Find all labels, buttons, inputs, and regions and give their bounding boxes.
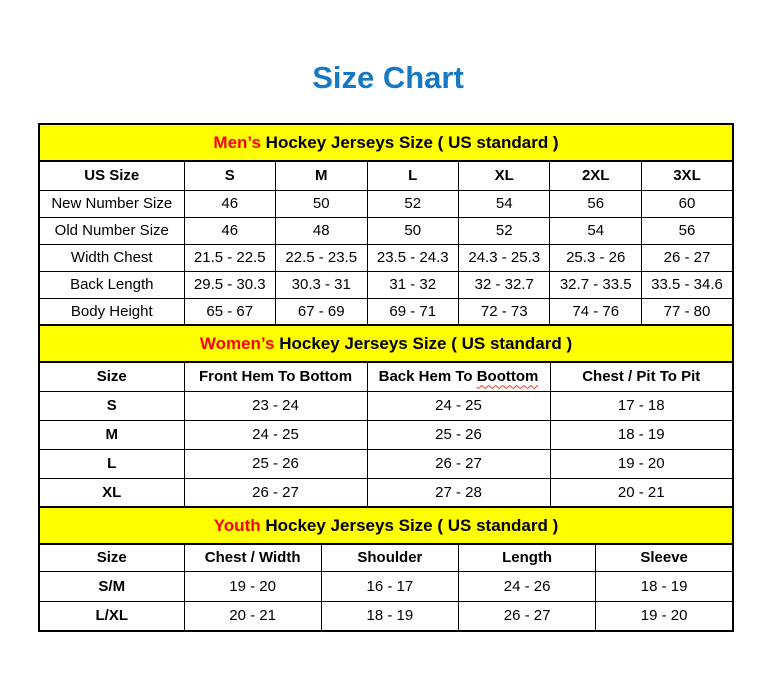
size-value-cell: 69 - 71 [367,298,458,325]
row-label: S/M [39,571,184,601]
size-value-cell: 46 [184,217,275,244]
row-label: M [39,420,184,449]
column-header: Chest / Pit To Pit [550,362,733,391]
size-value-cell: 31 - 32 [367,271,458,298]
column-header: Sleeve [596,544,733,571]
womens-banner-text: Hockey Jerseys Size ( US standard ) [274,334,573,353]
youth-section-banner [38,506,734,545]
size-value-cell: 32 - 32.7 [458,271,549,298]
youth-size-table [38,543,734,632]
table-row [39,217,733,244]
size-value-cell: 18 - 19 [321,601,458,631]
table-row [39,571,733,601]
size-value-cell: 54 [550,217,641,244]
size-value-cell: 65 - 67 [184,298,275,325]
size-value-cell: 74 - 76 [550,298,641,325]
size-value-cell: 21.5 - 22.5 [184,244,275,271]
table-row [39,244,733,271]
column-header-row [39,161,733,190]
youth-banner-text: Hockey Jerseys Size ( US standard ) [260,516,559,535]
row-label: XL [39,478,184,507]
womens-banner-highlight: Women’s [199,334,275,353]
size-value-cell: 60 [641,190,733,217]
size-value-cell: 29.5 - 30.3 [184,271,275,298]
size-value-cell: 25.3 - 26 [550,244,641,271]
size-value-cell: 26 - 27 [641,244,733,271]
size-value-cell: 50 [367,217,458,244]
row-label: L/XL [39,601,184,631]
size-chart-tables [38,123,734,632]
row-label: Body Height [39,298,184,325]
size-value-cell: 27 - 28 [367,478,550,507]
size-value-cell: 54 [458,190,549,217]
column-header: 2XL [550,161,641,190]
column-header: XL [458,161,549,190]
column-header: Front Hem To Bottom [184,362,367,391]
table-row [39,298,733,325]
column-header: Size [39,362,184,391]
table-row [39,391,733,420]
mens-banner-highlight: Men’s [213,133,261,152]
size-value-cell: 18 - 19 [550,420,733,449]
column-header: US Size [39,161,184,190]
size-value-cell: 24 - 26 [459,571,596,601]
column-header: L [367,161,458,190]
row-label: S [39,391,184,420]
size-value-cell: 23.5 - 24.3 [367,244,458,271]
row-label: Width Chest [39,244,184,271]
misspelled-word: Boottom [476,368,539,386]
page-title: Size Chart [312,60,464,95]
table-row [39,601,733,631]
size-value-cell: 23 - 24 [184,391,367,420]
size-value-cell: 19 - 20 [550,449,733,478]
column-header: Length [459,544,596,571]
size-value-cell: 18 - 19 [596,571,733,601]
size-value-cell: 32.7 - 33.5 [550,271,641,298]
table-row [39,478,733,507]
size-value-cell: 19 - 20 [184,571,321,601]
size-value-cell: 26 - 27 [459,601,596,631]
size-value-cell: 33.5 - 34.6 [641,271,733,298]
youth-banner-highlight: Youth [213,516,261,535]
row-label: New Number Size [39,190,184,217]
womens-size-table [38,361,734,508]
size-value-cell: 26 - 27 [184,478,367,507]
size-value-cell: 25 - 26 [184,449,367,478]
row-label: Back Length [39,271,184,298]
size-value-cell: 17 - 18 [550,391,733,420]
column-header: M [276,161,367,190]
size-value-cell: 67 - 69 [276,298,367,325]
size-value-cell: 25 - 26 [367,420,550,449]
size-value-cell: 26 - 27 [367,449,550,478]
size-value-cell: 72 - 73 [458,298,549,325]
row-label: Old Number Size [39,217,184,244]
row-label: L [39,449,184,478]
size-value-cell: 30.3 - 31 [276,271,367,298]
column-header: Chest / Width [184,544,321,571]
size-value-cell: 77 - 80 [641,298,733,325]
size-value-cell: 22.5 - 23.5 [276,244,367,271]
mens-banner-text: Hockey Jerseys Size ( US standard ) [260,133,559,152]
table-row [39,190,733,217]
size-value-cell: 50 [276,190,367,217]
column-header: S [184,161,275,190]
size-value-cell: 20 - 21 [550,478,733,507]
size-value-cell: 56 [641,217,733,244]
womens-section-banner [38,324,734,363]
mens-size-table [38,160,734,326]
column-header: Shoulder [321,544,458,571]
size-value-cell: 19 - 20 [596,601,733,631]
size-value-cell: 24.3 - 25.3 [458,244,549,271]
column-header: Size [39,544,184,571]
table-row [39,420,733,449]
mens-section-banner [38,123,734,162]
column-header-row [39,544,733,571]
size-value-cell: 56 [550,190,641,217]
table-row [39,271,733,298]
column-header: 3XL [641,161,733,190]
size-value-cell: 24 - 25 [367,391,550,420]
size-value-cell: 48 [276,217,367,244]
size-value-cell: 52 [458,217,549,244]
size-value-cell: 20 - 21 [184,601,321,631]
table-row [39,449,733,478]
size-value-cell: 24 - 25 [184,420,367,449]
size-value-cell: 46 [184,190,275,217]
column-header: Back Hem To Boottom [367,362,550,391]
size-value-cell: 52 [367,190,458,217]
size-value-cell: 16 - 17 [321,571,458,601]
column-header-row [39,362,733,391]
